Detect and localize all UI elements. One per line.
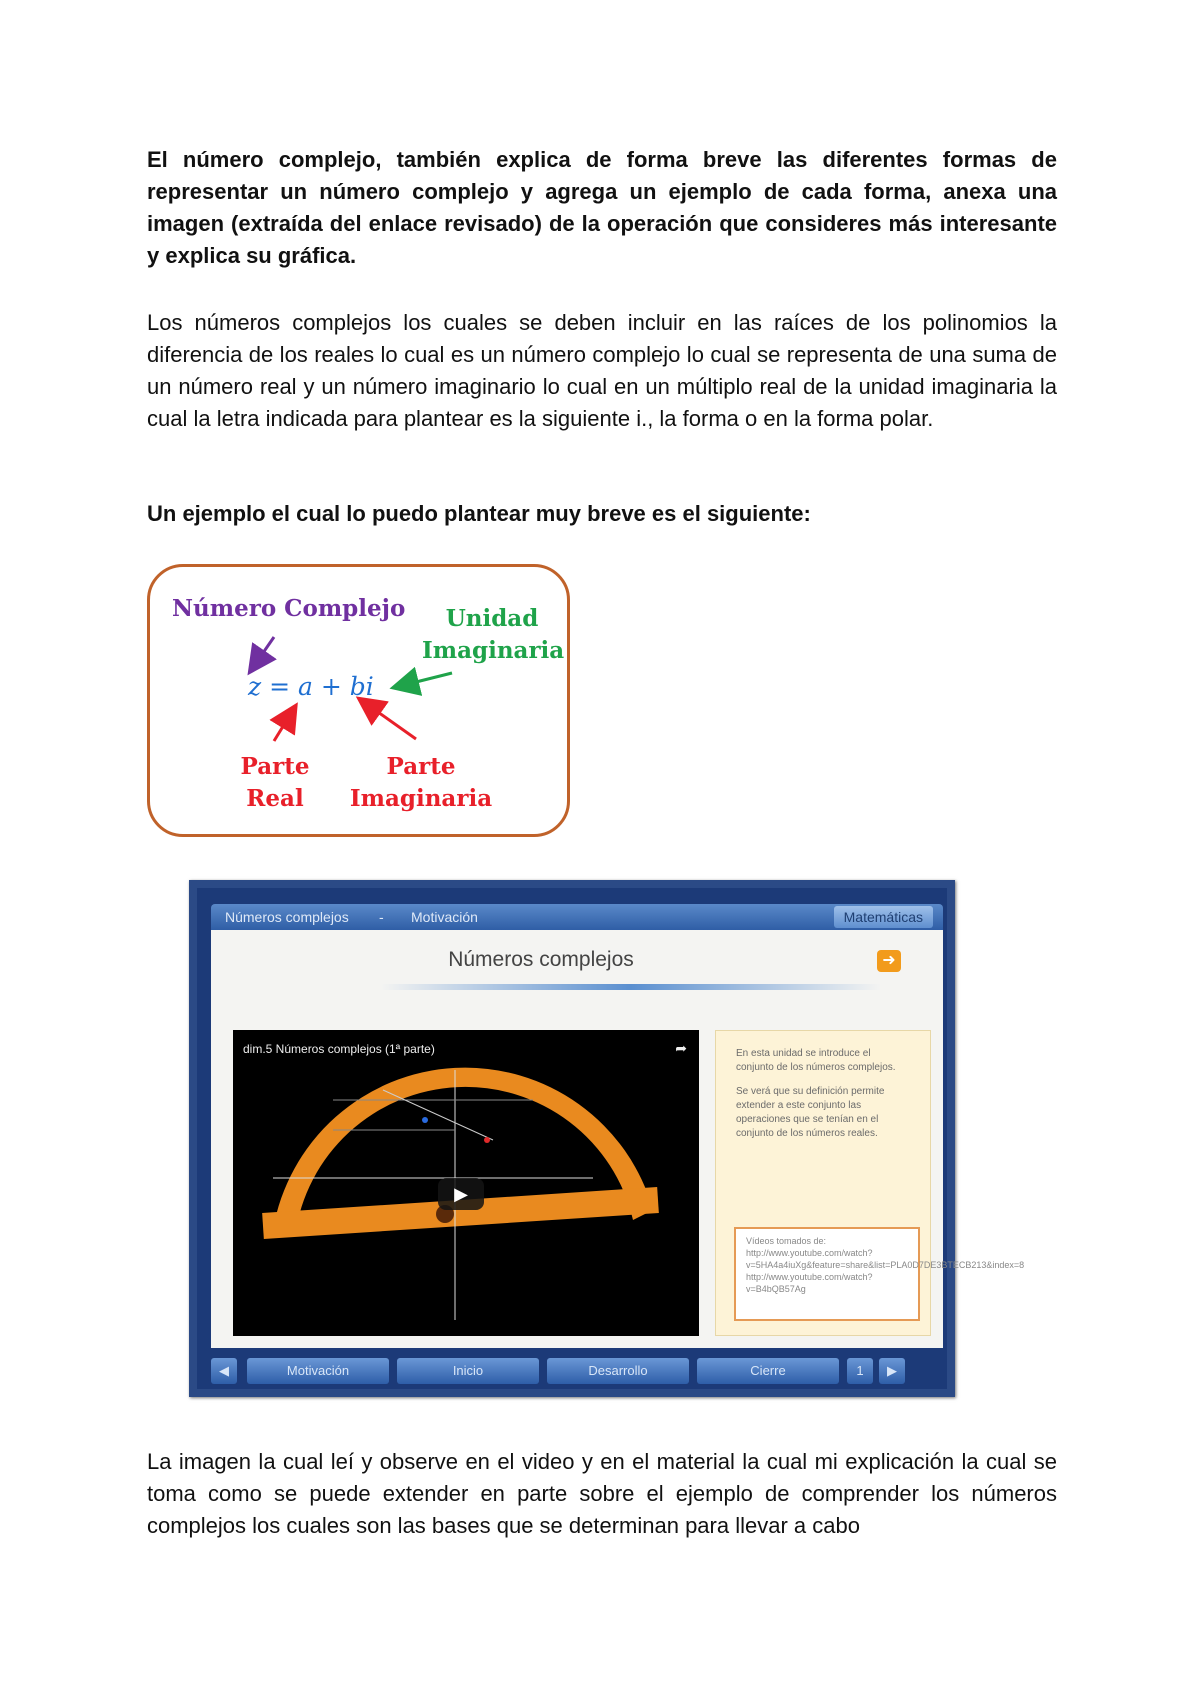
nav-cierre[interactable]: Cierre <box>697 1358 839 1384</box>
module-title: Números complejos <box>448 948 634 971</box>
breadcrumb-separator: - <box>379 909 384 925</box>
point-red <box>484 1137 490 1143</box>
module-navbar <box>211 1358 943 1384</box>
diagram-title: Número Complejo <box>172 595 406 622</box>
info-text-2: Se verá que su definición permite extender a este conjunto las operaciones que se tenían en el conjunto de los números reales. <box>736 1086 885 1139</box>
arrow-right-icon[interactable]: ▶ <box>879 1358 905 1384</box>
point-blue <box>422 1117 428 1123</box>
vector-line <box>383 1090 493 1140</box>
arrow-to-bi <box>368 705 416 739</box>
share-icon[interactable]: ➦ <box>675 1040 687 1056</box>
closing-paragraph: La imagen la cual leí y observe en el video y en el material la cual mi explicación la cual se toma como se puede extender en parte sobre el ejemplo de comprender los números complejos los cuales son las bases que se determinan para llevar a cabo <box>147 1449 1057 1538</box>
intro-question: El número complejo, también explica de forma breve las diferentes formas de representar un número complejo y agrega un ejemplo de cada forma, anexa una imagen (extraída del enlace revisado) de la operación que consideres más interesante y explica su gráfica. <box>147 147 1057 268</box>
module-screenshot <box>189 880 1025 1397</box>
arrow-to-i <box>404 673 452 685</box>
body-paragraph: Los números complejos los cuales se deben incluir en las raíces de los polinomios la diferencia de los reales lo cual es un número complejo lo cual se representa de una suma de un número real y un número imaginario lo cual en un múltiplo real de la unidad imaginaria la cual la letra indicada para plantear es la siguiente i., la forma o en la forma polar. <box>147 310 1057 431</box>
module-topbar <box>211 904 943 930</box>
breadcrumb-unit[interactable]: Números complejos <box>225 909 349 925</box>
breadcrumb-section[interactable]: Motivación <box>411 909 478 925</box>
arrow-to-z <box>256 637 274 663</box>
arrow-to-a <box>274 715 290 741</box>
complex-number-diagram <box>147 564 570 837</box>
imaginary-part-label: Parte Imaginaria <box>349 753 493 812</box>
example-heading: Un ejemplo el cual lo puedo plantear muy breve es el siguiente: <box>147 501 811 526</box>
subject-tab[interactable]: Matemáticas <box>834 906 933 928</box>
nav-desarrollo[interactable]: Desarrollo <box>547 1358 689 1384</box>
video-title: dim.5 Números complejos (1ª parte) <box>243 1042 435 1056</box>
info-panel <box>715 1030 1025 1336</box>
video-credits: Vídeos tomados de: http://www.youtube.com/watch?v=5HA4a4iuXg&feature=share&list=PLA0D7DE3BTECB213&index=8 http://www.youtube.com/watch?v=B4bQB57Ag <box>734 1227 920 1321</box>
module-content <box>211 930 1025 1348</box>
page-number: 1 <box>847 1358 873 1384</box>
title-underline <box>381 984 881 990</box>
equation: z = a + bi <box>248 672 374 701</box>
real-part-label: Parte Real <box>240 753 310 812</box>
unit-label: Unidad Imaginaria <box>422 605 565 664</box>
video-player[interactable] <box>233 1030 699 1336</box>
arrow-left-icon[interactable]: ◀ <box>211 1358 237 1384</box>
nav-inicio[interactable]: Inicio <box>397 1358 539 1384</box>
nav-motivacion[interactable]: Motivación <box>247 1358 389 1384</box>
arrow-right-icon[interactable]: ➜ <box>877 950 901 972</box>
play-icon[interactable]: ▶ <box>438 1178 484 1210</box>
info-text-1: En esta unidad se introduce el conjunto de los números complejos. <box>736 1048 896 1073</box>
